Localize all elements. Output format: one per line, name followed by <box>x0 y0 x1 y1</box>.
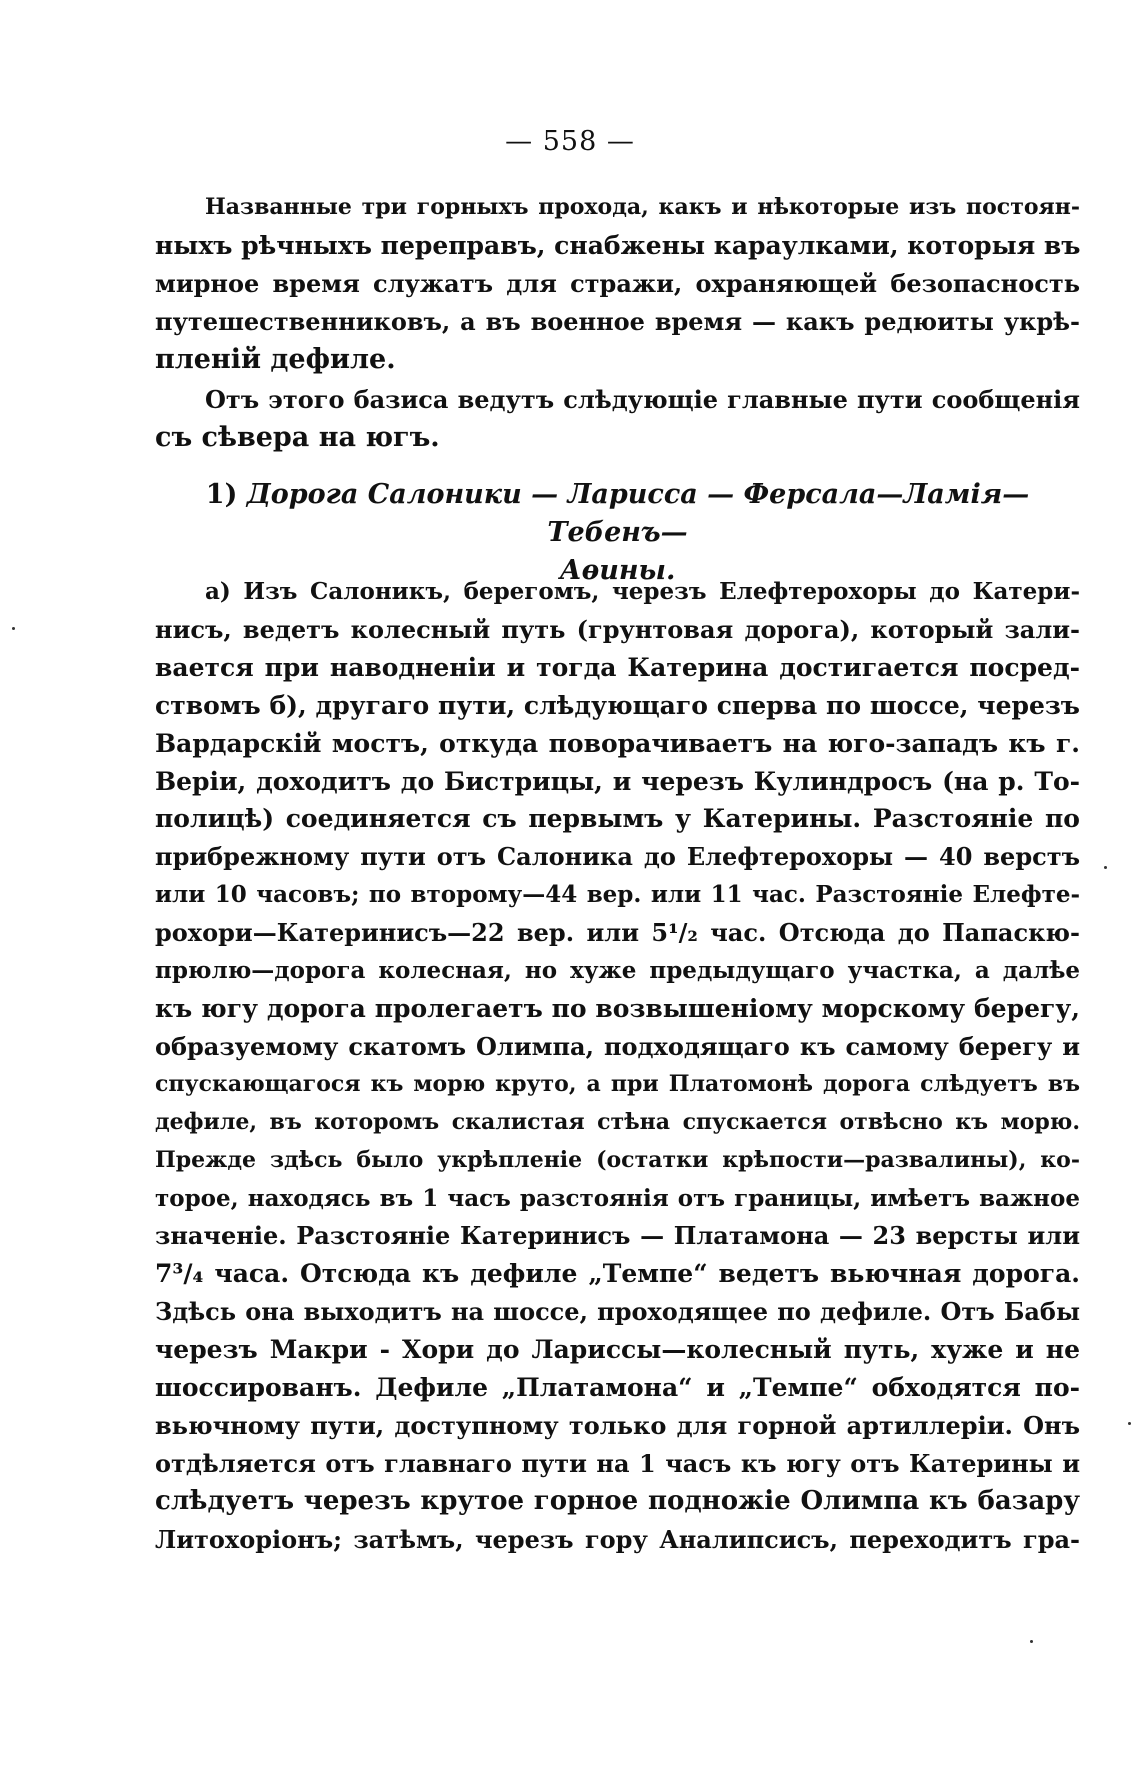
text-line: Вардарскій мостъ, откуда поворачиваетъ на юго-западъ къ г. <box>155 728 1080 758</box>
text-line: Литохоріонъ; затѣмъ, черезъ гору Аналипсисъ, переходитъ гра- <box>155 1524 1080 1554</box>
text-line: спускающагося къ морю круто, а при Платомонѣ дорога слѣдуетъ въ <box>155 1070 1080 1097</box>
text-line: а) Изъ Салоникъ, берегомъ, черезъ Елефтерохоры до Катери- <box>205 578 1080 605</box>
text-line: Веріи, доходитъ до Бистрицы, и черезъ Кулиндросъ (на р. То- <box>155 766 1080 796</box>
text-line: значеніе. Разстояніе Катеринисъ — Платамона — 23 версты или <box>155 1221 1080 1251</box>
text-line: ныхъ рѣчныхъ переправъ, снабжены караулками, которыя въ <box>155 230 1081 260</box>
text-line: ствомъ б), другаго пути, слѣдующаго сперва по шоссе, черезъ <box>155 690 1080 720</box>
text-line: Прежде здѣсь было укрѣпленіе (остатки крѣпости—развалины), ко- <box>155 1146 1080 1173</box>
text-line: полицѣ) соединяется съ первымъ у Катерины. Разстояніе по <box>155 804 1080 834</box>
section-number: 1) <box>205 479 238 510</box>
scan-speck <box>12 627 15 630</box>
text-line: образуемому скатомъ Олимпа, подходящаго къ самому берегу и <box>155 1031 1080 1061</box>
text-line: или 10 часовъ; по второму—44 вер. или 11 час. Разстояніе Елефте- <box>155 881 1080 909</box>
text-line: вьючному пути, доступному только для горной артиллеріи. Онъ <box>155 1410 1080 1440</box>
paragraph-routes-intro <box>155 381 1080 457</box>
text-line: Отъ этого базиса ведутъ слѣдующіе главные пути сообщенія <box>205 385 1080 414</box>
text-line: прибрежному пути отъ Салоника до Елефтерохоры — 40 верстъ <box>155 842 1080 872</box>
text-line: мирное время служатъ для стражи, охраняющей безопасность <box>155 268 1080 298</box>
text-line: рохори—Катеринисъ—22 вер. или 5¹/₂ час. Отсюда до Папаскю- <box>155 918 1080 948</box>
text-line: слѣдуетъ черезъ крутое горное подножіе Олимпа къ базару <box>155 1485 1080 1516</box>
scan-speck <box>1104 866 1107 869</box>
text-line: вается при наводненіи и тогда Катерина достигается посред- <box>155 652 1080 682</box>
text-line: торое, находясь въ 1 часъ разстоянія отъ границы, имѣетъ важное <box>155 1184 1080 1212</box>
text-line: отдѣляется отъ главнаго пути на 1 часъ къ югу отъ Катерины и <box>155 1448 1080 1478</box>
text-line: шоссированъ. Дефиле „Платамона“ и „Темпе“ обходятся по- <box>155 1373 1080 1403</box>
text-line: съ сѣвера на югъ. <box>155 421 440 453</box>
text-line: къ югу дорога пролегаетъ по возвышенiому морскому берегу, <box>155 993 1080 1023</box>
paragraph-route-description <box>155 573 1080 1559</box>
text-line: Здѣсь она выходитъ на шоссе, проходящее по дефиле. Отъ Бабы <box>155 1297 1080 1327</box>
text-line: нисъ, ведетъ колесный путь (грунтовая дорога), который зали- <box>155 614 1080 644</box>
page-number: — 558 — <box>505 126 635 157</box>
scan-speck <box>1128 1422 1131 1425</box>
text-line: пленій дефиле. <box>155 343 396 375</box>
text-line: прюлю—дорога колесная, но хуже предыдущаго участка, а далѣе <box>155 957 1080 985</box>
scan-speck <box>1030 1640 1033 1643</box>
section-title-line1: Дорога Салоники — Ларисса — Ферсала—Ламія— Тебенъ— <box>246 479 1030 548</box>
section-title-line2: Аѳины. <box>559 555 676 586</box>
paragraph-garrisons <box>155 189 1080 379</box>
text-line: путешественниковъ, а въ военное время — какъ редюиты укрѣ- <box>155 306 1080 336</box>
text-line: дефиле, въ которомъ скалистая стѣна спускается отвѣсно къ морю. <box>155 1108 1080 1135</box>
text-line: 7³/₄ часа. Отсюда къ дефиле „Темпе“ ведетъ вьючная дорога. <box>155 1259 1080 1289</box>
text-line: черезъ Макри - Хори до Лариссы—колесный путь, хуже и не <box>155 1335 1080 1365</box>
text-line: Названные три горныхъ прохода, какъ и нѣкоторые изъ постоян- <box>205 194 1080 220</box>
